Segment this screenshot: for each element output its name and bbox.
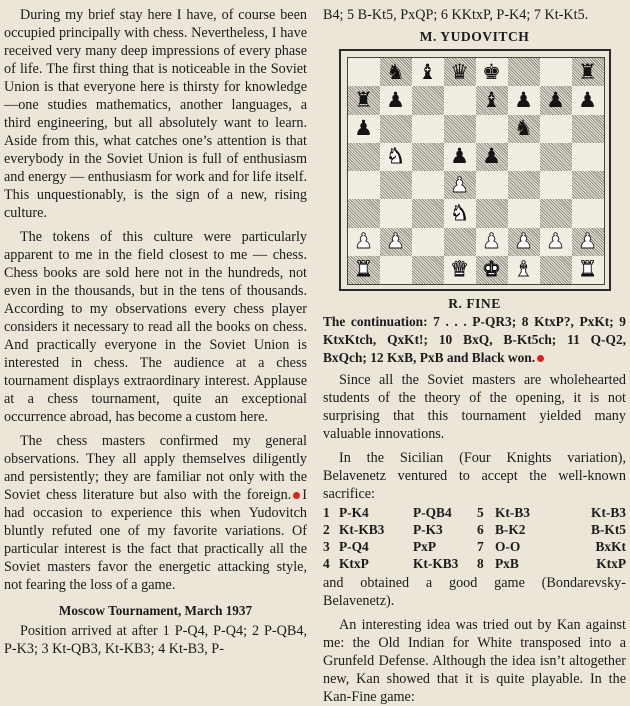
board-square xyxy=(380,58,412,86)
paragraph-obtained: and obtained a good game (Bondarevsky-Belavenetz). xyxy=(323,575,626,609)
board-square xyxy=(572,199,604,227)
board-square xyxy=(476,58,508,86)
board-square xyxy=(412,115,444,143)
board-square xyxy=(476,115,508,143)
board-square xyxy=(444,58,476,86)
board-square xyxy=(380,256,412,284)
board-square xyxy=(412,143,444,171)
black-rook-icon: ♜ xyxy=(578,59,597,84)
board-square xyxy=(476,228,508,256)
move-cell: KtxP xyxy=(339,556,369,571)
move-cell: 8 xyxy=(477,556,484,571)
board-square xyxy=(508,58,540,86)
board-square xyxy=(572,228,604,256)
board-square xyxy=(572,58,604,86)
board-square xyxy=(444,256,476,284)
board-square xyxy=(348,143,380,171)
paragraph-position: Position arrived at after 1 P-Q4, P-Q4; 2 P-QB4, P-K3; 3 Kt-QB3, Kt-KB3; 4 Kt-B3, P- xyxy=(4,623,307,657)
move-cell: P-QB4 xyxy=(413,505,452,520)
chess-diagram xyxy=(339,49,611,291)
board-square xyxy=(412,58,444,86)
board-square xyxy=(348,115,380,143)
board-square xyxy=(508,228,540,256)
red-dot-marker xyxy=(537,355,544,362)
board-square xyxy=(380,228,412,256)
board-square xyxy=(540,115,572,143)
chess-board xyxy=(347,57,605,285)
black-king-icon: ♚ xyxy=(482,59,501,84)
white-bishop-icon: ♝ xyxy=(514,257,533,282)
black-pawn-icon: ♟ xyxy=(482,144,501,169)
board-square xyxy=(572,86,604,114)
board-square xyxy=(476,86,508,114)
board-square xyxy=(380,171,412,199)
tournament-heading: Moscow Tournament, March 1937 xyxy=(58,603,253,618)
move-cell: PxB xyxy=(495,556,519,571)
paragraph-sicilian: In the Sicilian (Four Knights variation), Belavenetz ventured to accept the well-known sacrifice: xyxy=(323,450,626,502)
black-bishop-icon: ♝ xyxy=(418,59,437,84)
black-queen-icon: ♛ xyxy=(450,59,469,84)
board-square xyxy=(380,143,412,171)
board-square xyxy=(540,228,572,256)
board-square xyxy=(476,171,508,199)
white-pawn-icon: ♟ xyxy=(386,229,405,254)
board-square xyxy=(444,143,476,171)
move-cell: Kt-B3 xyxy=(591,505,626,520)
board-square xyxy=(508,115,540,143)
white-rook-icon: ♜ xyxy=(354,257,373,282)
white-pawn-icon: ♟ xyxy=(514,229,533,254)
move-cell: Kt-KB3 xyxy=(339,522,385,537)
board-square xyxy=(540,171,572,199)
paragraph-culture: The tokens of this culture were particularly apparent to me in the field closest to me — chess. Chess books are sold here not in the hundreds, not even in the thousands, but in the tens of thousands. According to my observations every chess player considers it necessary to read all the books on chess. And practically everyone in the Soviet Union is interested in chess. The audience at a chess tournament displays extraordinary interest. Applause at a chess tournament, quite an exceptional occurrence abroad, has become a custom here. xyxy=(4,229,307,425)
move-cell: 2 xyxy=(323,522,330,537)
paragraph-kan: An interesting idea was tried out by Kan against me: the Old Indian for White transposed into a Grunfeld Defense. Although the idea isn’t altogether new, Kan showed that it is quite playable. In the Kan-Fine game: xyxy=(323,617,626,705)
paragraph-masters xyxy=(4,432,307,594)
move-cell: 5 xyxy=(477,505,484,520)
board-square xyxy=(508,256,540,284)
board-square xyxy=(444,115,476,143)
black-bishop-icon: ♝ xyxy=(482,87,501,112)
paragraph-theory: Since all the Soviet masters are wholehearted students of the theory of the opening, it is not surprising that this tournament yielded many valuable innovations. xyxy=(323,372,626,442)
move-cell: KtxP xyxy=(596,556,626,571)
move-cell: P-K3 xyxy=(413,522,443,537)
board-square xyxy=(348,58,380,86)
board-square xyxy=(444,86,476,114)
white-player-caption: R. FINE xyxy=(448,296,501,311)
move-cell: PxP xyxy=(413,539,437,554)
board-square xyxy=(412,86,444,114)
white-pawn-icon: ♟ xyxy=(450,172,469,197)
board-square xyxy=(508,86,540,114)
white-pawn-icon: ♟ xyxy=(482,229,501,254)
move-cell: O-O xyxy=(495,539,521,554)
board-square xyxy=(412,228,444,256)
board-square xyxy=(508,171,540,199)
red-dot-marker xyxy=(293,492,300,499)
board-square xyxy=(380,86,412,114)
black-knight-icon: ♞ xyxy=(386,59,405,84)
move-cell: P-Q4 xyxy=(339,539,369,554)
board-square xyxy=(540,256,572,284)
move-cell: 7 xyxy=(477,539,484,554)
move-table xyxy=(323,504,626,572)
board-square xyxy=(444,171,476,199)
paragraph-masters-part2: I had occasion to experience this when Yudovitch bluntly refuted one of my favorite variations. Of particular interest is the fact that practically all the Soviet masters favor the energetic attacking style, not fearing the loss of a game. xyxy=(4,487,307,593)
right-column xyxy=(323,6,626,706)
board-square xyxy=(540,199,572,227)
black-pawn-icon: ♟ xyxy=(514,87,533,112)
white-queen-icon: ♛ xyxy=(450,257,469,282)
moves-continued: B4; 5 B-Kt5, PxQP; 6 KKtxP, P-K4; 7 Kt-Kt5. xyxy=(323,7,589,23)
board-square xyxy=(476,256,508,284)
board-square xyxy=(572,143,604,171)
move-cell: B-Kt5 xyxy=(591,522,626,537)
white-rook-icon: ♜ xyxy=(578,257,597,282)
move-cell: 4 xyxy=(323,556,330,571)
black-pawn-icon: ♟ xyxy=(546,87,565,112)
board-square xyxy=(540,86,572,114)
black-knight-icon: ♞ xyxy=(514,116,533,141)
board-square xyxy=(348,228,380,256)
paragraph-masters-part1: The chess masters confirmed my general observations. They all apply themselves diligently and persistently; they are familiar not only with the Soviet chess literature but also with the foreign. xyxy=(4,433,307,503)
board-square xyxy=(412,199,444,227)
move-cell: Kt-B3 xyxy=(495,505,530,520)
white-pawn-icon: ♟ xyxy=(354,229,373,254)
board-square xyxy=(508,143,540,171)
board-square xyxy=(348,256,380,284)
continuation-moves: The continuation: 7 . . . P-QR3; 8 KtxP?, PxKt; 9 KtxKtch, QxKt!; 10 BxQ, B-Kt5ch; 11 Q-Q2, BxQch; 12 KxB, PxB and Black won. xyxy=(323,314,626,365)
black-rook-icon: ♜ xyxy=(354,87,373,112)
board-square xyxy=(572,115,604,143)
left-column xyxy=(4,6,307,658)
board-square xyxy=(540,143,572,171)
board-square xyxy=(444,228,476,256)
move-cell: 3 xyxy=(323,539,330,554)
board-square xyxy=(412,256,444,284)
black-pawn-icon: ♟ xyxy=(578,87,597,112)
white-pawn-icon: ♟ xyxy=(546,229,565,254)
board-square xyxy=(476,199,508,227)
move-cell: P-K4 xyxy=(339,505,369,520)
board-square xyxy=(412,171,444,199)
black-pawn-icon: ♟ xyxy=(354,116,373,141)
board-square xyxy=(572,256,604,284)
board-square xyxy=(380,115,412,143)
black-player-caption: M. YUDOVITCH xyxy=(419,29,530,44)
board-square xyxy=(540,58,572,86)
white-king-icon: ♚ xyxy=(482,257,501,282)
board-square xyxy=(572,171,604,199)
move-cell: 6 xyxy=(477,522,484,537)
move-cell: 1 xyxy=(323,505,330,520)
board-square xyxy=(508,199,540,227)
paragraph-impressions: During my brief stay here I have, of course been occupied principally with chess. Nevertheless, I have received very many deep impressions of every phase of life. The first thing that is noticeable in the Soviet Union is that everyone here is thirsty for knowledge—one studies mathematics, another languages, a third engineering, but all absolutely want to learn. Aside from this, what catches one’s attention is that everybody in the Soviet Union is full of enthusiasm and energy — enthusiasm for work and for life itself. This unquestionably, is the sign of a new, rising culture. xyxy=(4,7,307,221)
board-square xyxy=(444,199,476,227)
board-square xyxy=(348,199,380,227)
black-pawn-icon: ♟ xyxy=(386,87,405,112)
move-cell: B-K2 xyxy=(495,522,526,537)
white-knight-icon: ♞ xyxy=(386,144,405,169)
continuation-text xyxy=(323,313,626,367)
move-cell: Kt-KB3 xyxy=(413,556,459,571)
board-square xyxy=(476,143,508,171)
move-cell: BxKt xyxy=(595,539,626,554)
board-square xyxy=(348,86,380,114)
white-knight-icon: ♞ xyxy=(450,200,469,225)
black-pawn-icon: ♟ xyxy=(450,144,469,169)
board-square xyxy=(348,171,380,199)
board-square xyxy=(380,199,412,227)
white-pawn-icon: ♟ xyxy=(578,229,597,254)
